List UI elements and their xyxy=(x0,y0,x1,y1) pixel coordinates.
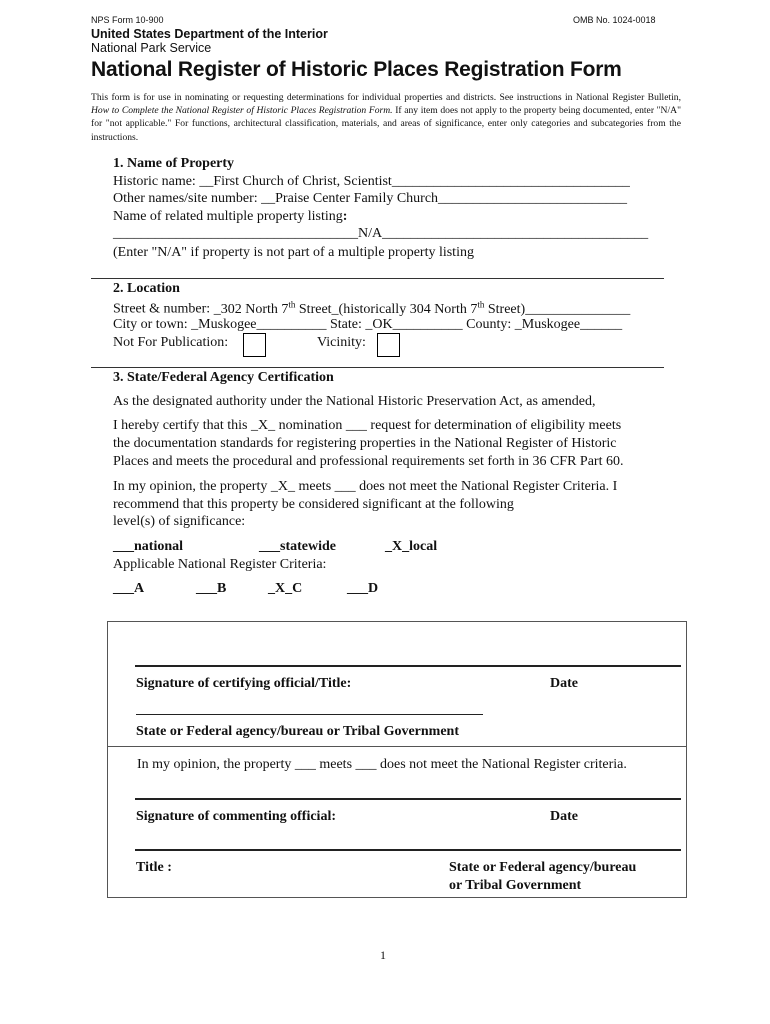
certify-text-b: nomination ___ request for determination of eligibility meets xyxy=(275,418,622,433)
intro-text-1: This form is for use in nominating or requesting determinations for individual properties and districts. See instructions in National Register Bulletin, xyxy=(91,92,681,103)
opinion-line-1 xyxy=(113,479,617,495)
section-divider-1 xyxy=(91,278,664,279)
section-2-heading: 2. Location xyxy=(113,281,180,296)
city-label: City or town: xyxy=(113,317,188,332)
related-listing-row xyxy=(113,209,347,225)
certify-line-3: Places and meets the procedural and professional requirements set forth in 36 CFR Part 60. xyxy=(113,454,624,469)
criteria-c[interactable]: _X_C xyxy=(268,581,303,596)
commenting-signature-label: Signature of commenting official: xyxy=(136,809,336,824)
related-listing-field[interactable]: ___________________________________N/A______________________________________ xyxy=(113,226,649,241)
vicinity-label: Vicinity: xyxy=(317,335,366,350)
criteria-a[interactable]: ___A xyxy=(113,581,145,596)
street-value-b: Street_(historically 304 North 7 xyxy=(295,301,478,317)
historic-name-label: Historic name: xyxy=(113,174,196,189)
commenting-signature-line[interactable] xyxy=(135,798,681,800)
city-row xyxy=(113,317,622,333)
page-title: National Register of Historic Places Registration Form xyxy=(91,58,622,81)
page-number: 1 xyxy=(380,948,386,962)
criteria-d[interactable]: ___D xyxy=(347,581,379,596)
agency2-line-2: or Tribal Government xyxy=(449,878,582,893)
city-field[interactable]: _Muskogee__________ xyxy=(191,317,327,332)
authority-text: As the designated authority under the National Historic Preservation Act, as amended, xyxy=(113,394,596,409)
nomination-mark[interactable]: _X_ xyxy=(251,418,276,433)
certifying-signature-label: Signature of certifying official/Title: xyxy=(136,676,352,691)
form-number: NPS Form 10-900 xyxy=(91,15,164,25)
intro-text-2: If any item does not apply to the property being documented, enter "N/A" for "not applicable." For functions, architectural classification, materials, and areas of significance, enter only categories and subcategories from the instructions. xyxy=(91,105,681,143)
section-divider-2 xyxy=(91,367,664,368)
commenting-date-label: Date xyxy=(550,809,578,824)
street-label: Street & number: xyxy=(113,301,211,317)
not-for-publication-label: Not For Publication: xyxy=(113,335,229,350)
level-national[interactable]: ___national xyxy=(113,539,184,554)
certifying-signature-line[interactable] xyxy=(135,665,681,667)
street-value-a: _302 North 7 xyxy=(213,301,289,317)
agency2-line-1: State or Federal agency/bureau xyxy=(449,860,637,875)
service-name: National Park Service xyxy=(91,41,212,55)
certify-line-1 xyxy=(113,418,621,434)
not-for-publication-checkbox[interactable] xyxy=(243,333,266,357)
signature-box-divider xyxy=(107,746,687,747)
historic-name-field[interactable]: __First Church of Christ, Scientist__________________________________ xyxy=(199,174,630,189)
opinion-text-a: In my opinion, the property xyxy=(113,479,271,494)
street-sup-1: th xyxy=(288,299,296,309)
commenting-opinion-text: In my opinion, the property ___ meets ___ does not meet the National Register criteria. xyxy=(137,757,627,772)
other-names-label: Other names/site number: xyxy=(113,191,258,206)
certify-line-2: the documentation standards for registering properties in the National Register of Historic xyxy=(113,436,617,451)
related-listing-colon: : xyxy=(342,209,348,224)
title-signature-line[interactable] xyxy=(135,849,681,851)
state-field[interactable]: _OK__________ xyxy=(365,317,463,332)
related-listing-label: Name of related multiple property listing xyxy=(113,209,343,224)
vicinity-checkbox[interactable] xyxy=(377,333,400,357)
intro-bulletin-title: How to Complete the National Register of Historic Places Registration Form. xyxy=(91,105,393,117)
department-name: United States Department of the Interior xyxy=(91,27,328,41)
certifying-date-label: Date xyxy=(550,676,578,691)
state-label: State: xyxy=(330,317,362,332)
historic-name-row xyxy=(113,174,630,190)
level-local[interactable]: _X_local xyxy=(385,539,438,554)
certify-text-a: I hereby certify that this xyxy=(113,418,252,433)
opinion-text-b: meets ___ does not meet the National Register Criteria. I xyxy=(295,479,618,494)
criteria-label: Applicable National Register Criteria: xyxy=(113,557,327,572)
opinion-line-3: level(s) of significance: xyxy=(113,514,246,529)
level-statewide[interactable]: ___statewide xyxy=(259,539,336,554)
county-label: County: xyxy=(466,317,512,332)
street-sup-2: th xyxy=(477,299,485,309)
agency-signature-line[interactable] xyxy=(136,714,483,715)
section-3-heading: 3. State/Federal Agency Certification xyxy=(113,370,334,385)
other-names-field[interactable]: __Praise Center Family Church___________________________ xyxy=(261,191,628,206)
agency-label: State or Federal agency/bureau or Tribal Government xyxy=(136,724,460,739)
street-value-c: Street)_______________ xyxy=(484,301,631,317)
criteria-b[interactable]: ___B xyxy=(196,581,227,596)
street-row xyxy=(113,299,630,318)
opinion-line-2: recommend that this property be considered significant at the following xyxy=(113,497,514,512)
section-1-heading: 1. Name of Property xyxy=(113,156,235,171)
street-field[interactable] xyxy=(213,299,631,317)
title-label: Title : xyxy=(136,860,172,875)
omb-number: OMB No. 1024-0018 xyxy=(573,15,656,25)
na-note: (Enter "N/A" if property is not part of a multiple property listing xyxy=(113,245,474,260)
meets-mark[interactable]: _X_ xyxy=(270,479,295,494)
other-names-row xyxy=(113,191,627,207)
county-field[interactable]: _Muskogee______ xyxy=(514,317,623,332)
intro-paragraph xyxy=(91,91,681,144)
